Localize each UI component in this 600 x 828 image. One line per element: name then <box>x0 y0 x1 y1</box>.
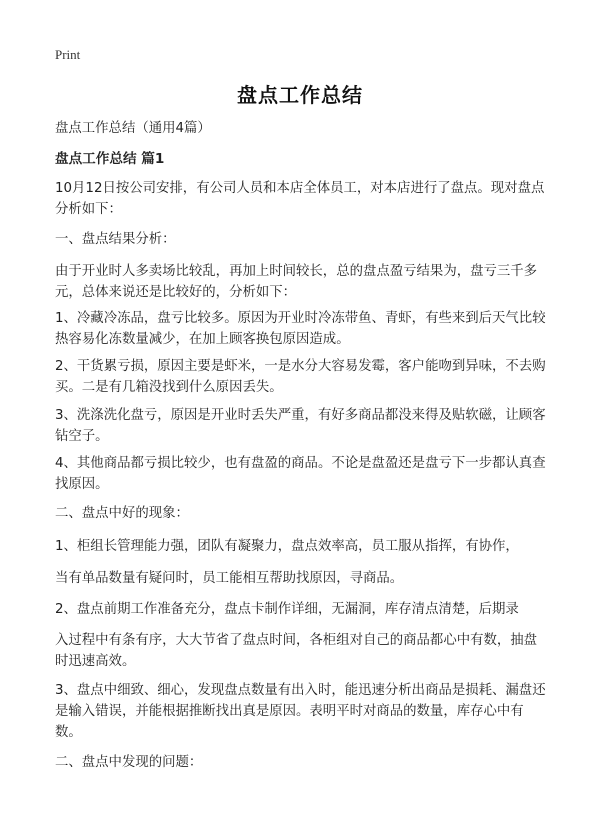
paragraph-good-3: 3、盘点中细致、细心，发现盘点数量有出入时，能迅速分析出商品是损耗、漏盘还是输入错误，并能根据推断找出真是原因。表明平时对商品的数量，库存心中有数。 <box>55 683 546 740</box>
heading-problems-found: 二、盘点中发现的问题： <box>55 755 203 770</box>
paragraph-item-2: 2、干货累亏损，原因主要是虾米，一是水分大容易发霉，客户能吻到异味，不去购买。二是有几箱没找到什么原因丢失。 <box>55 359 546 395</box>
section-heading: 盘点工作总结 篇1 <box>55 151 165 167</box>
document-subtitle: 盘点工作总结（通用4篇） <box>55 121 211 136</box>
paragraph-good-2: 2、盘点前期工作准备充分，盘点卡制作详细，无漏洞，库存清点清楚，后期录 <box>55 602 519 617</box>
print-link[interactable]: Print <box>55 47 81 62</box>
paragraph-item-3: 3、洗涤洗化盘亏，原因是开业时丢失严重，有好多商品都没来得及贴软磁，让顾客钻空子。 <box>55 408 546 444</box>
paragraph-intro: 10月12日按公司安排，有公司人员和本店全体员工，对本店进行了盘点。现对盘点分析如下： <box>55 181 545 217</box>
paragraph-good-1: 1、柜组长管理能力强，团队有凝聚力，盘点效率高，员工服从指挥，有协作， <box>55 539 519 554</box>
paragraph-item-1: 1、冷藏冷冻品，盘亏比较多。原因为开业时冷冻带鱼、青虾，有些来到后天气比较热容易化冻数量减少，在加上顾客换包原因造成。 <box>55 311 546 347</box>
document-title: 盘点工作总结 <box>237 83 363 107</box>
paragraph-result-summary: 由于开业时人多卖场比较乱，再加上时间较长，总的盘点盈亏结果为，盘亏三千多元，总体来说还是比较好的，分析如下： <box>55 264 538 300</box>
paragraph-item-4: 4、其他商品都亏损比较少，也有盘盈的商品。不论是盘盈还是盘亏下一步都认真查找原因。 <box>55 456 546 492</box>
heading-good-phenomena: 二、盘点中好的现象： <box>55 506 189 521</box>
paragraph-good-1-cont: 当有单品数量有疑问时，员工能相互帮助找原因，寻商品。 <box>55 571 404 586</box>
paragraph-good-2-cont: 入过程中有条有序，大大节省了盘点时间，各柜组对自己的商品都心中有数，抽盘时迅速高效。 <box>55 633 538 669</box>
heading-result-analysis: 一、盘点结果分析： <box>55 232 176 247</box>
